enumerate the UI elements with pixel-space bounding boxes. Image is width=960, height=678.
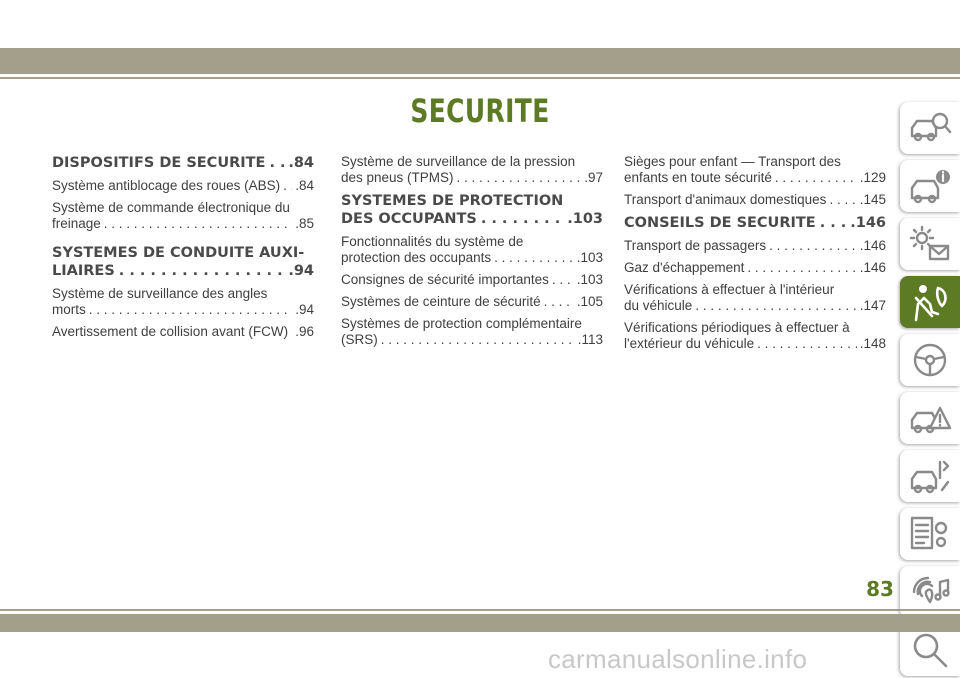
toc-entry[interactable]: Systèmes de protection complémentaire (SRS) . . . .113: [341, 316, 603, 348]
multimedia-icon: [908, 572, 952, 612]
seatbelt-airbag-icon: [908, 282, 952, 322]
chapter-tabs: [893, 102, 960, 678]
toc-entry[interactable]: Système de surveillance de la pression des pneus (TPMS) . . . .97: [341, 154, 603, 186]
toc-entry[interactable]: Consignes de sécurité importantes . . . .103: [341, 272, 603, 288]
toc-entry[interactable]: Transport de passagers . . . .146: [624, 238, 886, 254]
toc-entry[interactable]: Sièges pour enfant — Transport des enfants en toute sécurité . . . .129: [624, 154, 886, 186]
bottom-decorative-band: [0, 614, 960, 632]
page-number: 83: [866, 577, 894, 601]
toc-column-3: [624, 154, 886, 358]
steering-wheel-icon: [908, 340, 952, 380]
toc-entry[interactable]: Système antiblocage des roues (ABS) . . . .84: [52, 178, 314, 194]
toc-entry[interactable]: Système de surveillance des angles morts . . . .94: [52, 286, 314, 318]
toc-entry[interactable]: Vérifications à effectuer à l'intérieur du véhicule . . . .147: [624, 282, 886, 314]
top-decorative-line: [0, 77, 960, 79]
tab-dashboard-warning[interactable]: [900, 218, 960, 270]
toc-entry[interactable]: Système de commande électronique du freinage . . . .85: [52, 200, 314, 232]
tab-car-info[interactable]: [900, 160, 960, 212]
toc-entry[interactable]: Vérifications périodiques à effectuer à l'extérieur du véhicule . . . .148: [624, 320, 886, 352]
toc-column-2: [341, 154, 603, 354]
car-crash-icon: [908, 398, 952, 438]
toc-heading[interactable]: DISPOSITIFS DE SECURITE . . . .84: [52, 154, 314, 172]
toc-entry[interactable]: Gaz d'échappement . . . .146: [624, 260, 886, 276]
dashboard-warning-icon: [908, 224, 952, 264]
tab-car-search[interactable]: [900, 102, 960, 154]
tab-car-wrench[interactable]: [900, 450, 960, 502]
maintenance-list-icon: [908, 514, 952, 554]
toc-heading[interactable]: CONSEILS DE SECURITE . . . .146: [624, 214, 886, 232]
magnifier-icon: [908, 630, 952, 670]
top-decorative-band: [0, 48, 960, 74]
toc-entry[interactable]: Avertissement de collision avant (FCW) . . . .96: [52, 324, 314, 340]
toc-column-1: [52, 154, 314, 346]
toc-heading[interactable]: SYSTEMES DE CONDUITE AUXI- LIAIRES . . . .94: [52, 244, 314, 280]
watermark: carmanualsonline.info: [548, 644, 808, 674]
toc-heading[interactable]: SYSTEMES DE PROTECTION DES OCCUPANTS . . . .103: [341, 192, 603, 228]
car-info-icon: [908, 166, 952, 206]
toc-entry[interactable]: Systèmes de ceinture de sécurité . . . .105: [341, 294, 603, 310]
bottom-decorative-line: [0, 609, 960, 611]
tab-maintenance-list[interactable]: [900, 508, 960, 560]
toc-entry[interactable]: Transport d'animaux domestiques . . . .145: [624, 192, 886, 208]
section-title: SECURITE: [410, 92, 550, 130]
tab-steering-wheel[interactable]: [900, 334, 960, 386]
car-search-icon: [908, 108, 952, 148]
tab-car-crash[interactable]: [900, 392, 960, 444]
toc-entry[interactable]: Fonctionnalités du système de protection des occupants . . . .103: [341, 234, 603, 266]
car-wrench-icon: [908, 456, 952, 496]
tab-seatbelt-airbag[interactable]: [900, 276, 960, 328]
